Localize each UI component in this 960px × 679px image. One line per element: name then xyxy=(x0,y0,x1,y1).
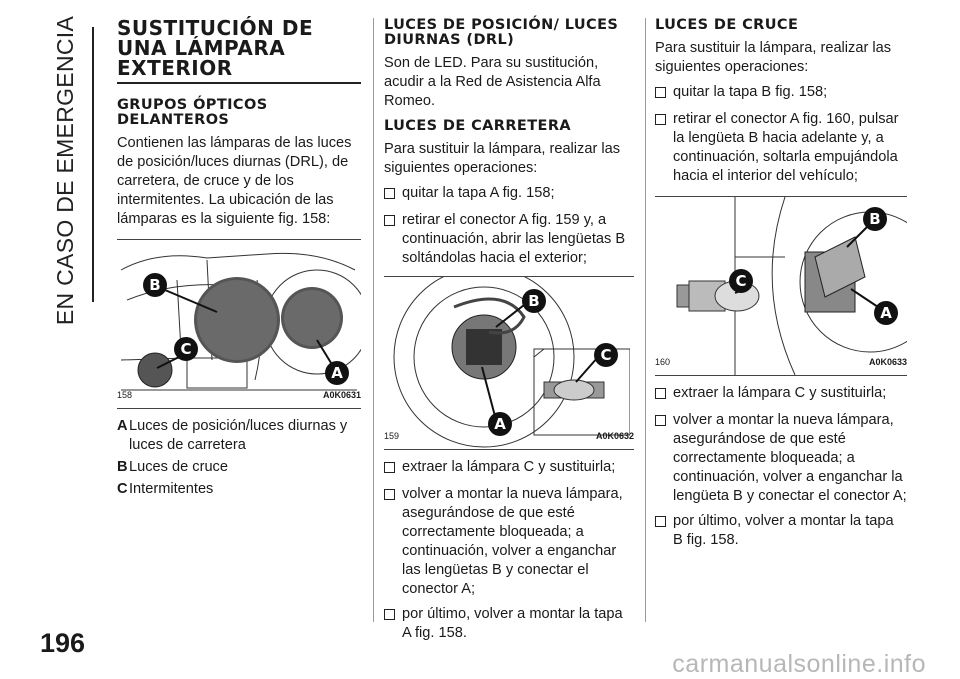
section-title: SUSTITUCIÓN DE UNA LÁMPARA EXTERIOR xyxy=(117,16,314,80)
sidebar-section-title: EN CASO DE EMERGENCIA xyxy=(52,15,79,325)
paragraph-low-beam: Para sustituir la lámpara, realizar las siguientes operaciones: xyxy=(655,40,892,75)
legend-item: B Luces de cruce xyxy=(117,458,228,475)
heading-low-beam: LUCES DE CRUCE xyxy=(655,17,799,33)
headlight-diagram xyxy=(117,240,361,408)
step-item: retirar el conector A fig. 159 y, a continuación, abrir las lengüetas B soltándolas hacia el exterior; xyxy=(384,211,634,268)
label-b: B xyxy=(869,210,881,228)
label-a: A xyxy=(880,304,892,322)
column-divider xyxy=(373,18,374,622)
figure-code: A0K0633 xyxy=(868,357,907,367)
figure-code: A0K0632 xyxy=(595,431,634,441)
checkbox-bullet-icon xyxy=(655,87,666,98)
figure-160 xyxy=(655,196,907,376)
paragraph-position-lights: Son de LED. Para su sustitución, acudir a la Red de Asistencia Alfa Romeo. xyxy=(384,55,601,109)
step-item: por último, volver a montar la tapa B fig. 158. xyxy=(655,512,907,550)
step-item: extraer la lámpara C y sustituirla; xyxy=(655,384,907,405)
checkbox-bullet-icon xyxy=(655,114,666,125)
title-rule xyxy=(117,82,361,84)
legend-item: C Intermitentes xyxy=(117,480,214,497)
label-b: B xyxy=(149,275,161,294)
step-item: quitar la tapa A fig. 158; xyxy=(384,184,634,205)
low-beam-diagram xyxy=(655,197,907,375)
column-2 xyxy=(384,18,634,649)
page-number: 196 xyxy=(40,628,86,658)
label-c: C xyxy=(600,346,612,364)
legend-item: A Luces de posición/luces diurnas y luces de carretera xyxy=(117,417,348,453)
step-item: por último, volver a montar la tapa A fig. 158. xyxy=(384,605,634,643)
label-c: C xyxy=(180,339,192,358)
label-a: A xyxy=(331,363,343,382)
checkbox-bullet-icon xyxy=(384,489,395,500)
label-a: A xyxy=(494,415,506,433)
checkbox-bullet-icon xyxy=(655,415,666,426)
figure-159 xyxy=(384,276,634,450)
sidebar-divider xyxy=(92,27,94,302)
heading-position-lights: LUCES DE POSICIÓN/ LUCES DIURNAS (DRL) xyxy=(384,17,619,48)
intro-paragraph: Contienen las lámparas de las luces de posición/luces diurnas (DRL), de carretera, de cruce y de los intermitentes. La ubicación de las lámparas es la siguiente fig. 158: xyxy=(117,134,352,227)
checkbox-bullet-icon xyxy=(655,516,666,527)
step-item: retirar el conector A fig. 160, pulsar la lengüeta B hacia adelante y, a continuación, soltarla empujándola hacia el interior del vehículo; xyxy=(655,110,907,186)
watermark: carmanualsonline.info xyxy=(672,650,926,678)
checkbox-bullet-icon xyxy=(655,388,666,399)
column-3 xyxy=(655,18,907,556)
checkbox-bullet-icon xyxy=(384,188,395,199)
figure-number: 159 xyxy=(384,431,400,441)
step-item: extraer la lámpara C y sustituirla; xyxy=(384,458,634,479)
figure-number: 160 xyxy=(655,357,671,367)
step-item: volver a montar la nueva lámpara, asegurándose de que esté correctamente bloqueada; a continuación, volver a enganchar las lengüetas B y conectar el conector A; xyxy=(384,485,634,599)
label-c: C xyxy=(735,272,747,290)
checkbox-bullet-icon xyxy=(384,609,395,620)
figure-158 xyxy=(117,239,361,409)
column-divider xyxy=(645,18,646,622)
figure-code: A0K0631 xyxy=(322,389,361,400)
step-item: quitar la tapa B fig. 158; xyxy=(655,83,907,104)
label-b: B xyxy=(528,292,540,310)
checkbox-bullet-icon xyxy=(384,215,395,226)
checkbox-bullet-icon xyxy=(384,462,395,473)
high-beam-diagram xyxy=(384,277,630,449)
figure-number: 158 xyxy=(117,389,133,400)
heading-high-beam: LUCES DE CARRETERA xyxy=(384,118,572,134)
step-item: volver a montar la nueva lámpara, asegurándose de que esté correctamente bloqueada; a continuación, volver a enganchar la lengüeta B y conectar el conector A; xyxy=(655,411,907,506)
subsection-title: GRUPOS ÓPTICOS DELANTEROS xyxy=(117,96,268,128)
column-1 xyxy=(117,18,361,502)
paragraph-high-beam: Para sustituir la lámpara, realizar las siguientes operaciones: xyxy=(384,141,621,176)
